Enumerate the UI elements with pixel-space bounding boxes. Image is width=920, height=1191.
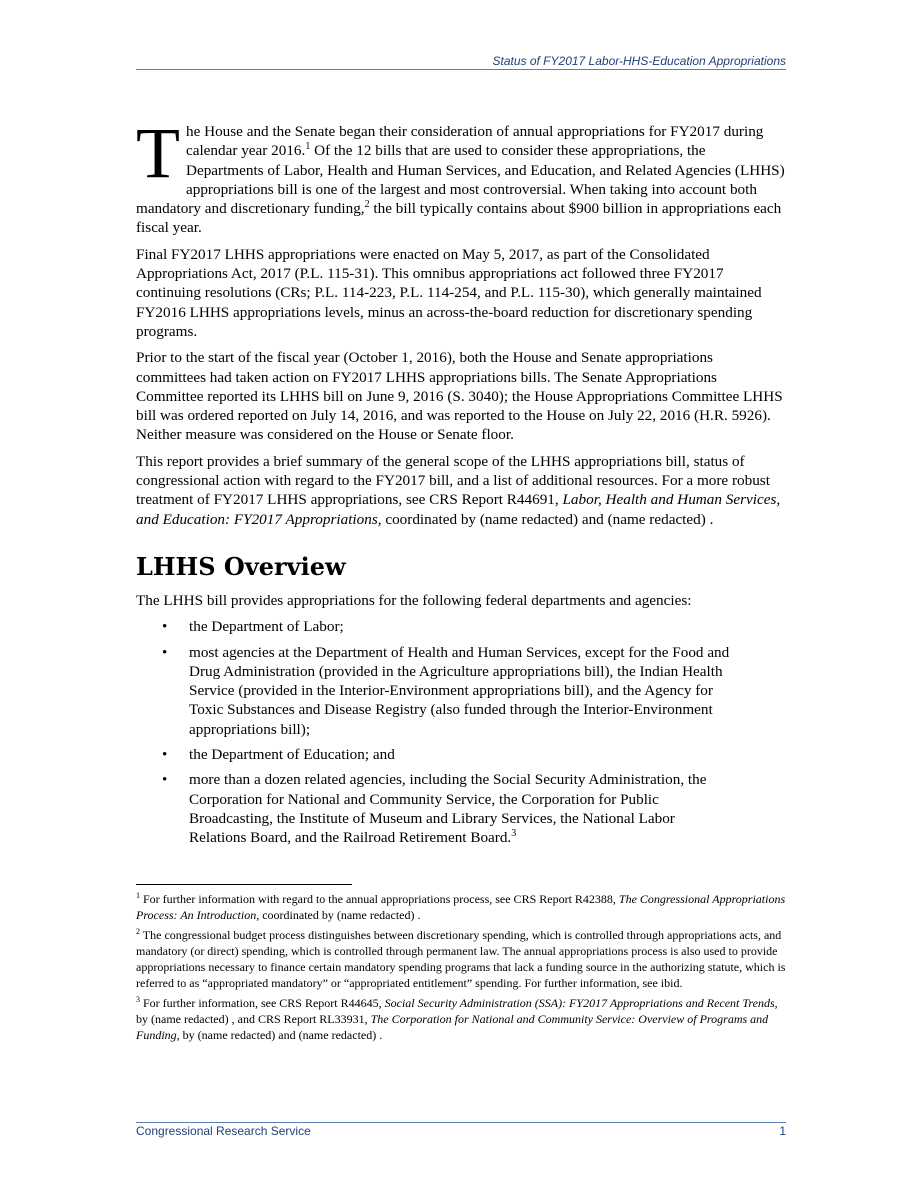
list-item: • most agencies at the Department of Health and Human Services, except for the Food and Drug Administration (provided in the Agriculture appropriations bill), the Indian Health Service (provided in the Interior-Environment appropriations bill), and the Agency for Toxic Substances and Disease Registry (also funded through the Interior-Environment appropriations bill);: [162, 643, 730, 738]
intro-paragraph-2: Final FY2017 LHHS appropriations were enacted on May 5, 2017, as part of the Consolidated Appropriations Act, 2017 (P.L. 115-31). This omnibus appropriations act followed three FY2017 continuing resolutions (CRs; P.L. 114-223, P.L. 114-254, and P.L. 115-30), which generally maintained FY2016 LHHS appropriations levels, minus an across-the-board reduction for discretionary spending programs.: [136, 245, 762, 340]
body-text: [136, 113, 786, 854]
intro-paragraph-4: This report provides a brief summary of the general scope of the LHHS appropriations bill, status of congressional action with regard to the FY2017 bill, and a list of additional resources. For a more robust treatment of FY2017 LHHS appropriations, see CRS Report R44691, Labor, Health and Human Services, and Education: FY2017 Appropriations, coordinated by (name redacted) and (name redacted) .: [136, 452, 781, 528]
bullet-icon: •: [162, 771, 168, 789]
footnote-ref-1[interactable]: 1: [305, 141, 311, 153]
footnote-ref-3[interactable]: 3: [511, 828, 517, 840]
list-item: • the Department of Labor;: [162, 618, 344, 636]
footer-organization: Congressional Research Service: [136, 1124, 311, 1138]
list-item: • the Department of Education; and: [162, 746, 395, 764]
footnote-ref-2[interactable]: 2: [364, 199, 370, 211]
footnote-1: $^1$ For further information with regard to the annual appropriations process, see CRS Report R42388, The Congressional Appropriations Process: An Introduction, coordinated by (name redacted) .: [136, 891, 786, 922]
agency-list: [136, 617, 786, 847]
report-title-link: Labor, Health and Human Services, and Education: FY2017 Appropriations: [136, 491, 781, 528]
page-number: 1: [779, 1124, 786, 1138]
header-rule: [136, 69, 786, 70]
section-heading: LHHS Overview: [136, 551, 346, 581]
intro-paragraph-3: Prior to the start of the fiscal year (October 1, 2016), both the House and Senate appropriations committees had taken action on FY2017 LHHS appropriations bills. The Senate Appropriations Committee reported its LHHS bill on June 9, 2016 (S. 3040); the House Appropriations Committee LHHS bill was ordered reported on July 14, 2016, and was reported to the House on July 22, 2016 (H.R. 5926). Neither measure was considered on the House or Senate floor.: [136, 349, 783, 444]
footnote-2: $^2$ The congressional budget process distinguishes between discretionary spending, which is controlled through appropriations acts, and mandatory (or direct) spending, which is controlled through permanent law. The annual appropriations process is also used to provide appropriations necessary to finance certain mandatory spending programs that lack a funding source in the authorizing statute, which is referred to as “appropriated mandatory” or “appropriated entitlement” spending. For further information, see ibid.: [136, 927, 786, 990]
bullet-icon: •: [162, 746, 168, 764]
footnote-rule: [136, 884, 352, 885]
overview-lead: The LHHS bill provides appropriations for the following federal departments and agencies:: [136, 591, 692, 609]
intro-paragraph-1: The House and the Senate began their consideration of annual appropriations for FY2017 during calendar year 2016.$^1$ Of the 12 bills that are used to consider these appropriations, the Departments of Labor, Health and Human Services, and Education, and Related Agencies (LHHS) appropriations bill is one of the largest and most controversial. When taking into account both mandatory and discretionary funding,$^2$ the bill typically contains about $900 billion in appropriations each fiscal year.: [136, 113, 785, 237]
bullet-icon: •: [162, 643, 168, 661]
footer-rule: [136, 1122, 786, 1123]
drop-cap: T: [136, 113, 180, 193]
footnotes: [136, 891, 786, 1047]
list-item: • more than a dozen related agencies, including the Social Security Administration, the Corporation for National and Community Service, the Corporation for Public Broadcasting, the Institute of Museum and Library Services, the National Labor Relations Board, and the Railroad Retirement Board.$^3$: [162, 771, 707, 847]
bullet-icon: •: [162, 618, 168, 636]
footnote-3: $^3$ For further information, see CRS Report R44645, Social Security Administration (SSA): FY2017 Appropriations and Recent Trends, by (name redacted) , and CRS Report RL33931, The Corporation for National and Community Service: Overview of Programs and Funding, by (name redacted) and (name redacted) .: [136, 995, 778, 1042]
running-header: Status of FY2017 Labor-HHS-Education Appropriations: [492, 54, 786, 68]
